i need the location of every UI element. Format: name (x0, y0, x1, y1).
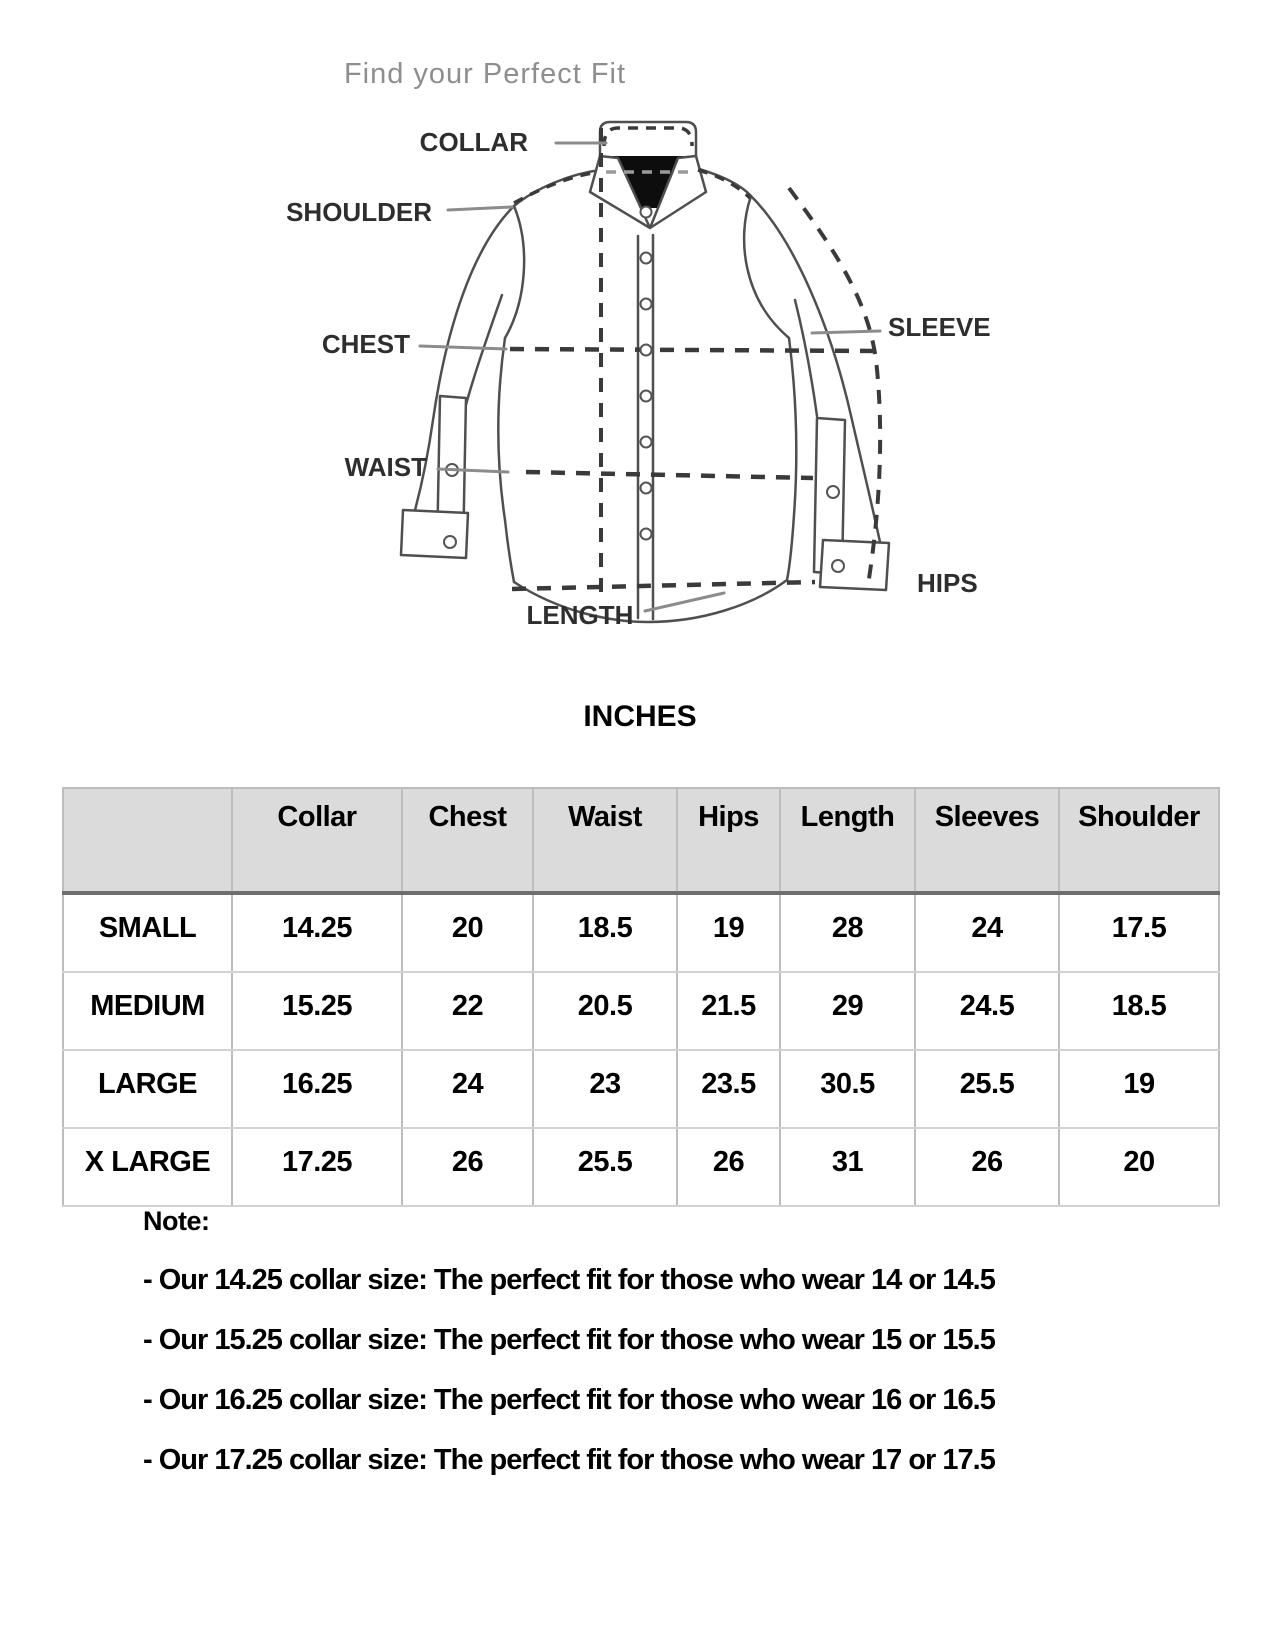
notes-section (143, 1206, 1143, 1502)
waist-label: WAIST (344, 452, 427, 482)
measurement-cell: 28 (780, 893, 915, 972)
measurement-cell: 24 (915, 893, 1059, 972)
note-line: - Our 17.25 collar size: The perfect fit for those who wear 17 or 17.5 (143, 1444, 995, 1476)
measurement-cell: 21.5 (677, 972, 780, 1050)
measurement-cell: 22 (402, 972, 533, 1050)
measurement-cell: 19 (1059, 1050, 1219, 1128)
column-header-sleeves: Sleeves (915, 788, 1059, 893)
row-label-medium: MEDIUM (63, 972, 232, 1050)
measurement-cell: 20.5 (533, 972, 677, 1050)
shoulder-pointer-line (448, 207, 512, 210)
measurement-cell: 25.5 (533, 1128, 677, 1206)
table-row-small (63, 893, 1219, 972)
measurement-cell: 18.5 (1059, 972, 1219, 1050)
measurement-cell: 31 (780, 1128, 915, 1206)
column-header-shoulder: Shoulder (1059, 788, 1219, 893)
table-row-large (63, 1050, 1219, 1128)
hips-label: HIPS (917, 568, 978, 598)
chest-label: CHEST (321, 329, 410, 359)
note-line: - Our 16.25 collar size: The perfect fit for those who wear 16 or 16.5 (143, 1384, 995, 1416)
measurement-cell: 23 (533, 1050, 677, 1128)
column-header-chest: Chest (402, 788, 533, 893)
measurement-cell: 25.5 (915, 1050, 1059, 1128)
note-line: - Our 15.25 collar size: The perfect fit for those who wear 15 or 15.5 (143, 1324, 995, 1356)
page-title: Find your Perfect Fit (343, 58, 627, 90)
measurement-cell: 19 (677, 893, 780, 972)
measurement-cell: 26 (402, 1128, 533, 1206)
length-label: LENGTH (526, 600, 634, 630)
measurement-cell: 23.5 (677, 1050, 780, 1128)
note-line: - Our 14.25 collar size: The perfect fit for those who wear 14 or 14.5 (143, 1264, 995, 1296)
measurement-cell: 16.25 (232, 1050, 402, 1128)
measurement-cell: 15.25 (232, 972, 402, 1050)
shirt-diagram (270, 90, 1010, 650)
column-header-collar: Collar (232, 788, 402, 893)
measurement-cell: 29 (780, 972, 915, 1050)
shoulder-label: SHOULDER (286, 197, 432, 227)
measurement-cell: 24 (402, 1050, 533, 1128)
column-header-waist: Waist (533, 788, 677, 893)
shirt-diagram-svg (270, 90, 1010, 650)
column-header-hips: Hips (677, 788, 780, 893)
table-row-x-large (63, 1128, 1219, 1206)
column-header-length: Length (780, 788, 915, 893)
measurement-cell: 17.5 (1059, 893, 1219, 972)
measurement-cell: 14.25 (232, 893, 402, 972)
measurement-cell: 26 (915, 1128, 1059, 1206)
collar-label: COLLAR (419, 127, 528, 157)
row-label-small: SMALL (63, 893, 232, 972)
notes-heading: Note: (143, 1206, 210, 1236)
measurement-cell: 30.5 (780, 1050, 915, 1128)
measurement-cell: 18.5 (533, 893, 677, 972)
sleeve-pointer-line (812, 331, 880, 333)
column-header-blank (63, 788, 232, 893)
size-table-header-row (63, 788, 1219, 893)
length-pointer-line (645, 593, 724, 611)
chest-pointer-line (420, 346, 506, 349)
sleeve-label: SLEEVE (888, 312, 991, 342)
row-label-x-large: X LARGE (63, 1128, 232, 1206)
size-table (62, 787, 1220, 1207)
measurement-cell: 20 (1059, 1128, 1219, 1206)
inches-heading: INCHES (583, 700, 697, 733)
table-row-medium (63, 972, 1219, 1050)
measurement-cell: 24.5 (915, 972, 1059, 1050)
measurement-cell: 20 (402, 893, 533, 972)
row-label-large: LARGE (63, 1050, 232, 1128)
measurement-cell: 17.25 (232, 1128, 402, 1206)
measurement-cell: 26 (677, 1128, 780, 1206)
